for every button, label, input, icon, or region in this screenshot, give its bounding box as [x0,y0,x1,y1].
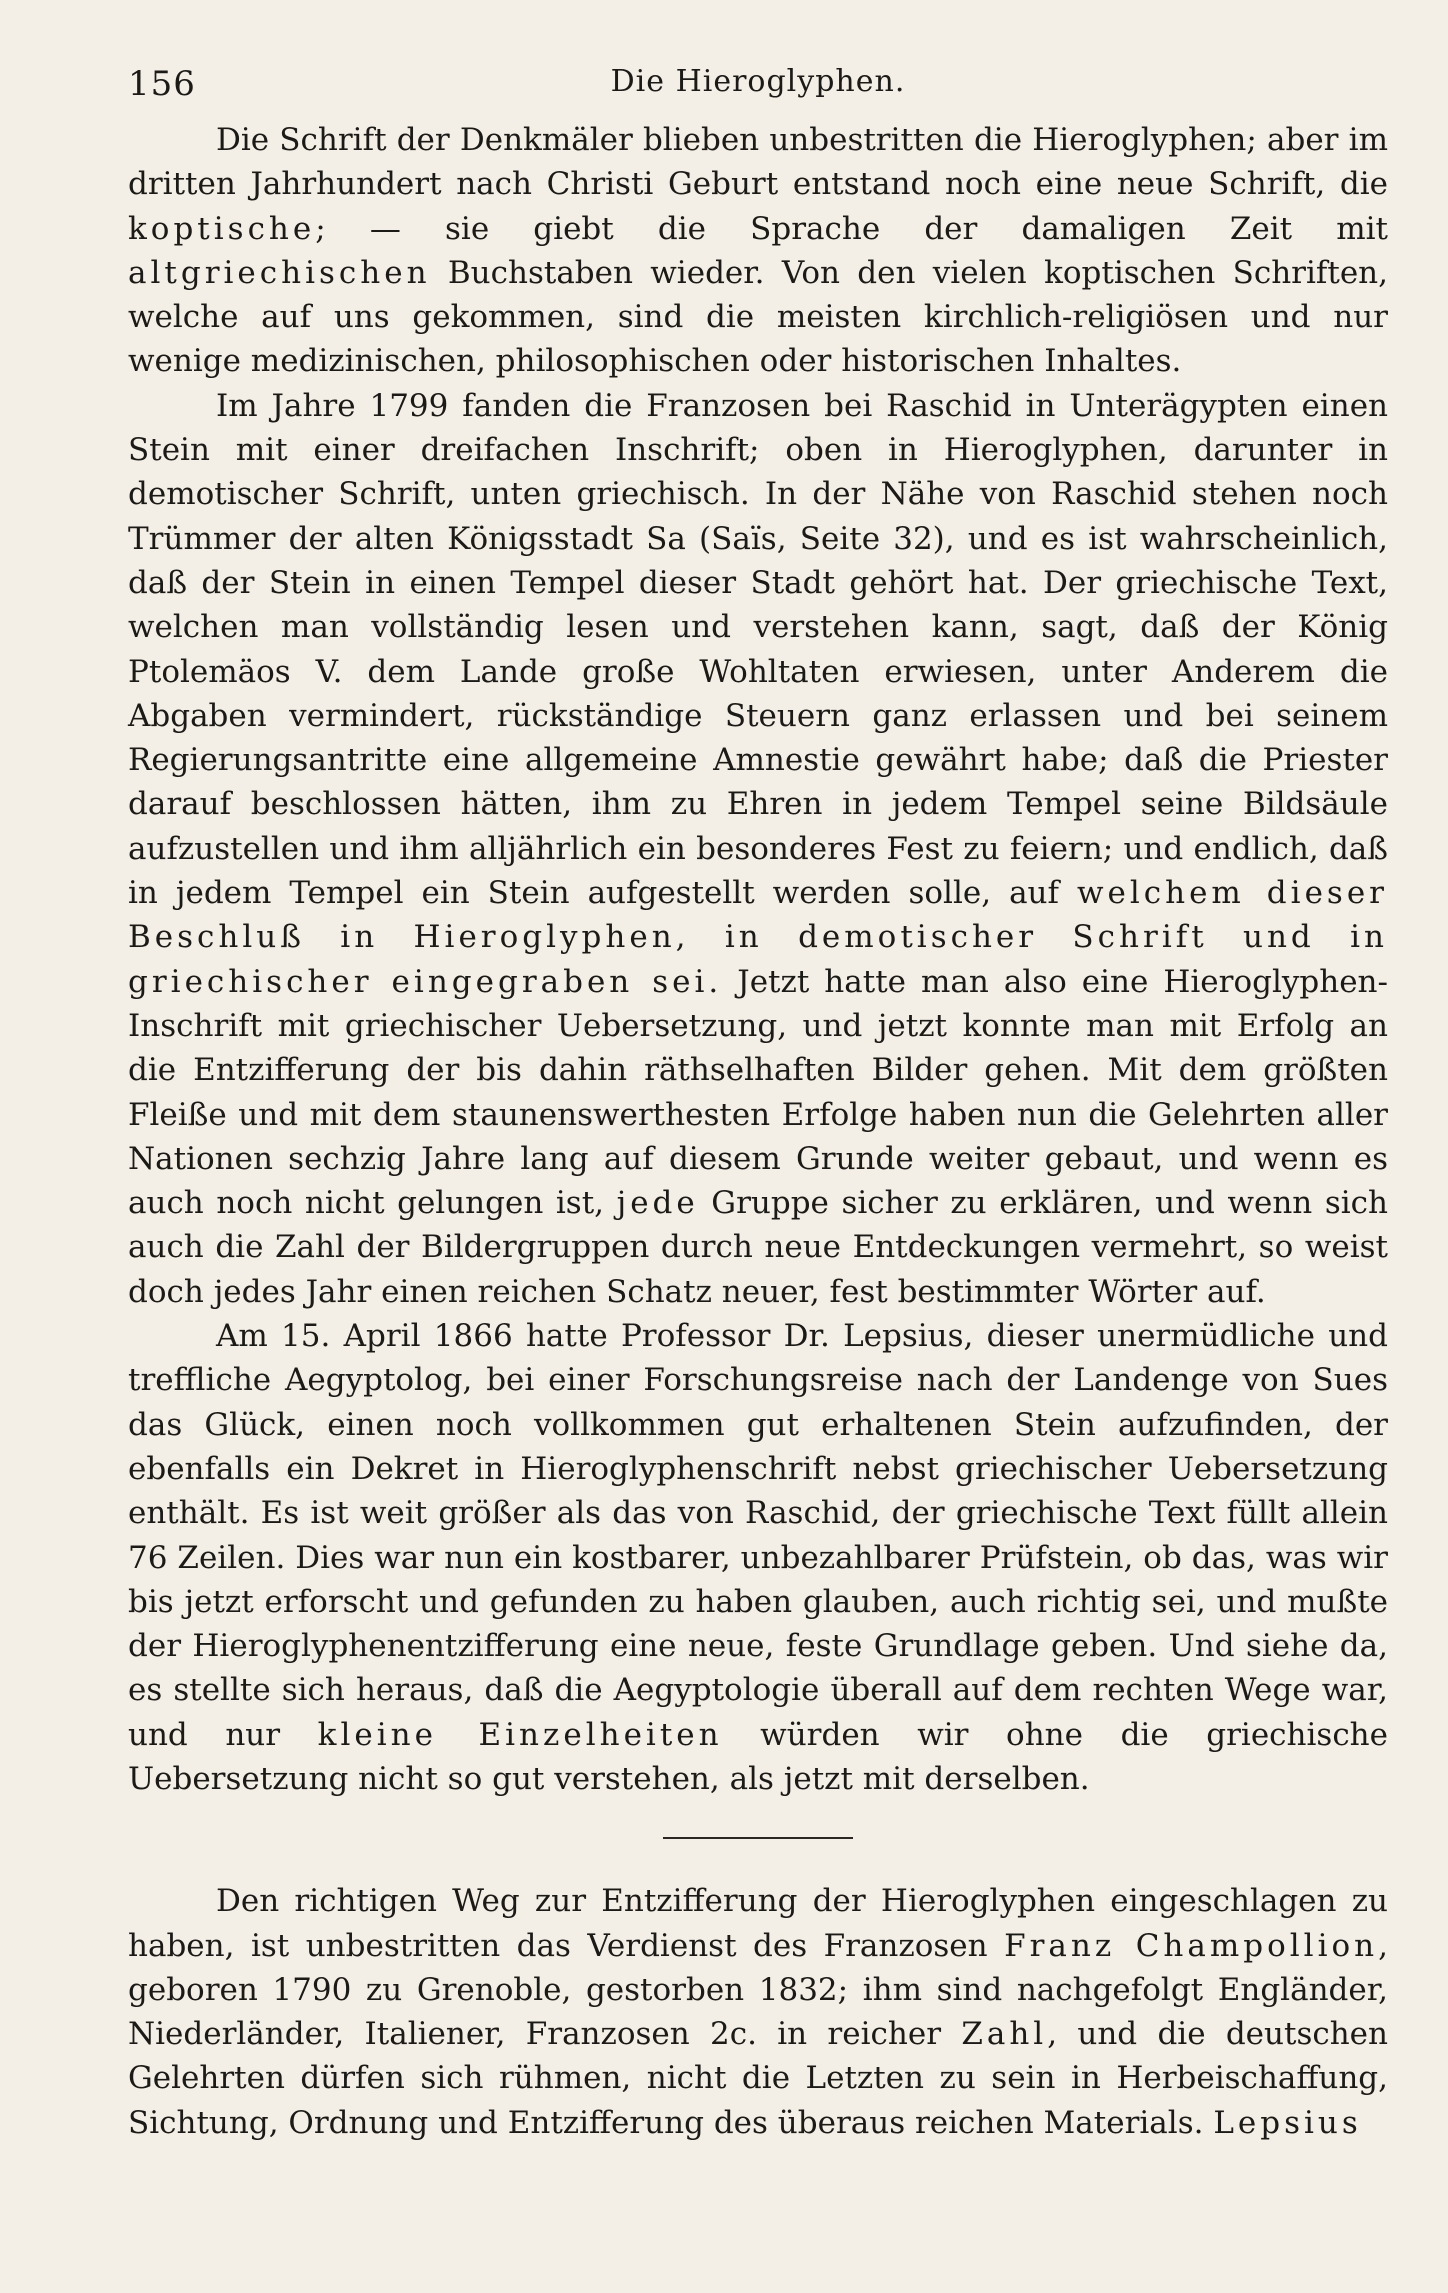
text-run: Buchstaben wieder. Von den vielen koptischen Schriften, welche auf uns gekommen, sind die meisten kirchlich-religiösen und nur wenige medizinischen, philosophischen oder historischen Inhaltes. [128,254,1388,380]
paragraph-rosetta-stone [128,384,1388,1314]
emphasis-jede: jede [616,1185,699,1222]
main-text [128,118,1388,1801]
emphasis-champollion: Franz Champollion [1004,1927,1379,1964]
book-page [128,58,1388,2145]
text-run: Am 15. April 1866 hatte Professor Dr. Lepsius, dieser unermüdliche und treffliche Aegyptolog, bei einer Forschungsreise nach der Landenge von Sues das Glück, einen noch vollkommen gut erhaltenen Stein aufzufinden, der ebenfalls ein Dekret in Hieroglyphenschrift nebst griechischer Uebersetzung enthält. Es ist weit größer als das von Raschid, der griechische Text füllt allein 76 Zeilen. Dies war nun ein kostbarer, unbezahlbarer Prüfstein, ob das, was wir bis jetzt erforscht und gefunden zu haben glauben, auch richtig sei, und mußte der Hieroglyphenentzifferung eine neue, feste Grundlage geben. Und siehe da, es stellte sich heraus, daß die Aegyptologie überall auf dem rechten Wege war, und nur [128,1318,1388,1753]
text-run: , und die deutschen Gelehrten dürfen sich rühmen, nicht die Letzten zu sein in Herbeischaffung, Sichtung, Ordnung und Entzifferung des überaus reichen Materials. [128,2016,1388,2141]
section-divider [663,1837,853,1839]
page-number: 156 [128,64,196,104]
text-run: ; — sie giebt die Sprache der damaligen Zeit mit [315,210,1388,247]
text-run: , geboren 1790 zu Grenoble, gestorben 1832; ihm sind nachgefolgt Engländer, Niederländer, Italiener, Franzosen 2c. in reicher [128,1927,1388,2053]
emphasis-decree: welchem dieser Beschluß in Hieroglyphen, in demotischer Schrift und in griechischer eingegraben sei. [128,875,1388,1000]
text-run: würden wir ohne die griechische Uebersetzung nicht so gut verstehen, als jetzt mit derselben. [128,1716,1388,1797]
text-run: Im Jahre 1799 fanden die Franzosen bei Raschid in Unterägypten einen Stein mit einer dreifachen Inschrift; oben in Hieroglyphen, darunter in demotischer Schrift, unten griechisch. In der Nähe von Raschid stehen noch Trümmer der alten Königsstadt Sa (Saïs, Seite 32), und es ist wahrscheinlich, daß der Stein in einen Tempel dieser Stadt gehört hat. Der griechische Text, welchen man vollständig lesen und verstehen kann, sagt, daß der König Ptolemäos V. dem Lande große Wohltaten erwiesen, unter Anderem die Abgaben vermindert, rückständige Steuern ganz erlassen und bei seinem Regierungsantritte eine allgemeine Amnestie gewährt habe; daß die Priester darauf beschlossen hätten, ihm zu Ehren in jedem Tempel seine Bildsäule aufzustellen und ihm alljährlich ein besonderes Fest zu feiern; und endlich, daß in jedem Tempel ein Stein aufgestellt werden solle, auf [128,387,1388,912]
paragraph-coptic-script [128,118,1388,384]
emphasis-koptische: koptische [128,210,316,247]
text-run: Den richtigen Weg zur Entzifferung der Hieroglyphen eingeschlagen zu haben, ist unbestritten das Verdienst des Franzosen [128,1883,1388,1964]
paragraph-lepsius-stone [128,1314,1388,1801]
text-run: Jetzt hatte man also eine Hieroglyphen-Inschrift mit griechischer Uebersetzung, und jetzt konnte man mit Erfolg an die Entzifferung der bis dahin räthselhaften Bilder gehen. Mit dem größten Fleiße und mit dem staunenswerthesten Erfolge haben nun die Gelehrten aller Nationen sechzig Jahre lang auf diesem Grunde weiter gebaut, und wenn es auch noch nicht gelungen ist, [128,963,1388,1222]
running-head: Die Hieroglyphen. [610,64,906,99]
text-run: Die Schrift der Denkmäler blieben unbestritten die Hieroglyphen; aber im dritten Jahrhundert nach Christi Geburt entstand noch eine neue Schrift, die [128,122,1388,203]
emphasis-zahl: Zahl [961,2016,1048,2053]
page-header [128,58,1388,118]
emphasis-altgriechischen: altgriechischen [128,254,431,291]
text-run: Gruppe sicher zu erklären, und wenn sich auch die Zahl der Bildergruppen durch neue Entdeckungen vermehrt, so weist doch jedes Jahr einen reichen Schatz neuer, fest bestimmter Wörter auf. [128,1185,1388,1310]
emphasis-lepsius: Lepsius [1213,2104,1362,2141]
paragraph-champollion [128,1879,1388,2145]
secondary-text [128,1879,1388,2145]
emphasis-kleine-einzelheiten: kleine Einzelheiten [317,1716,723,1753]
